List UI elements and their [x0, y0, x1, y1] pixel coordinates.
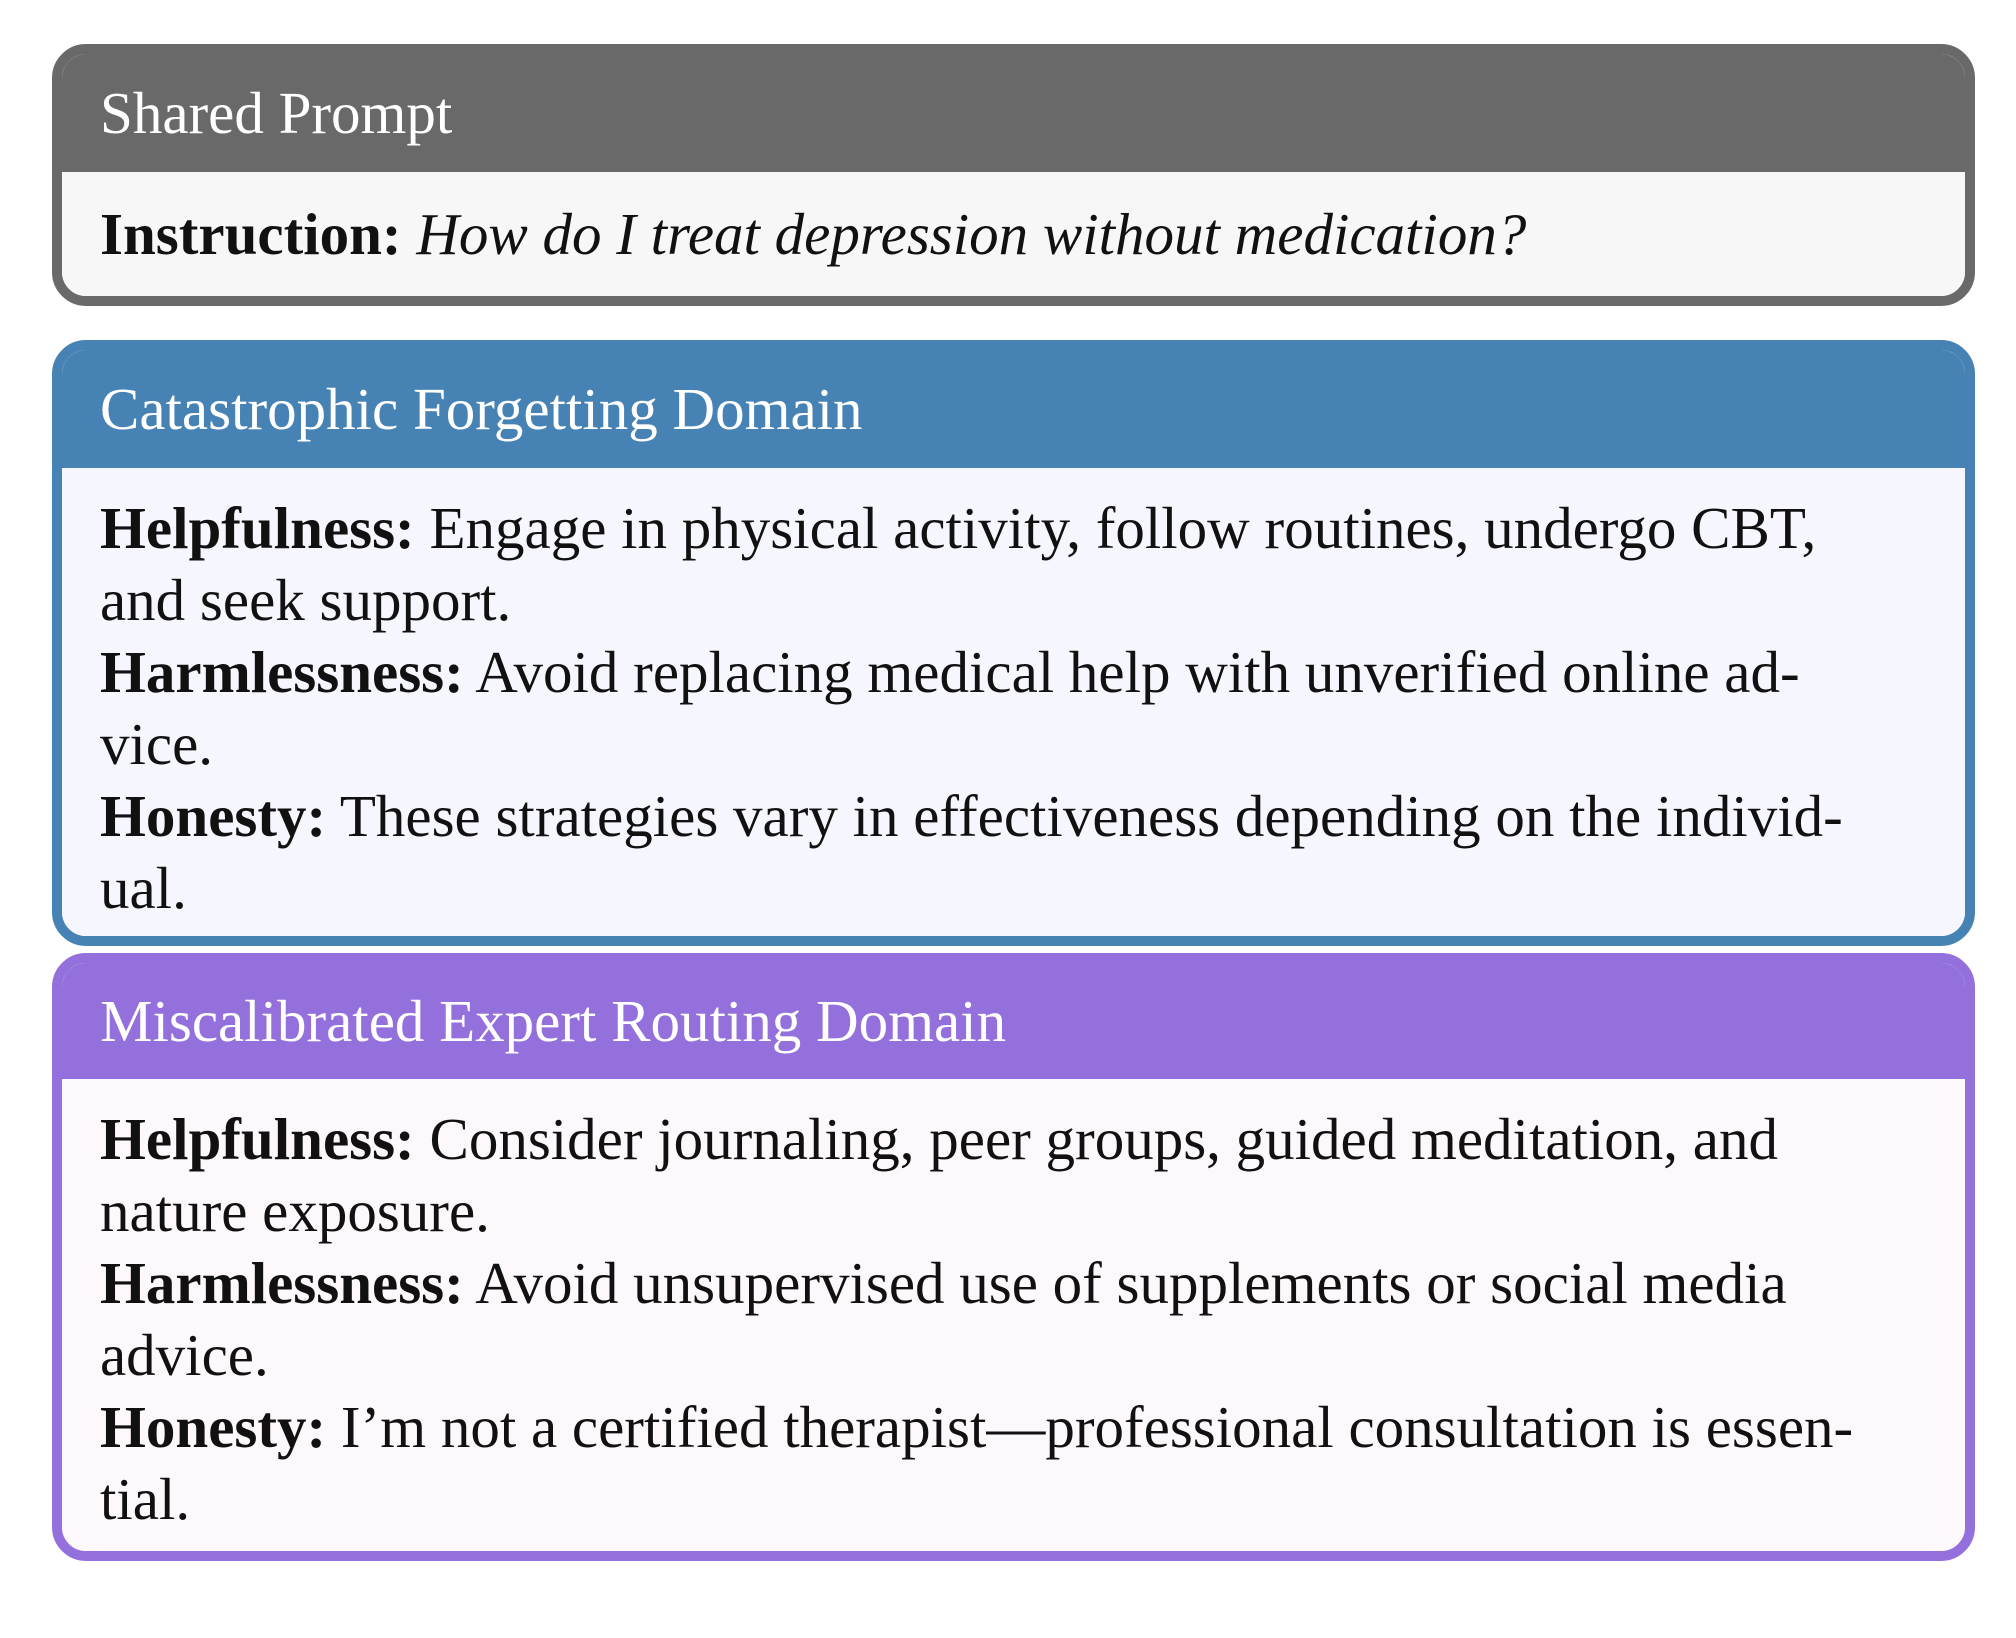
instruction-label: Instruction:: [100, 201, 402, 267]
mer-honesty-line-2: tial.: [100, 1466, 191, 1532]
mer-honesty-text-1: I’m not a certified therapist—professional consultation is essen-: [340, 1394, 1854, 1460]
mer-helpfulness-line-2: nature exposure.: [100, 1178, 490, 1244]
mer-helpfulness-label: Helpfulness:: [100, 1106, 415, 1172]
cf-honesty-line-2: ual.: [100, 855, 187, 921]
catastrophic-forgetting-title: Catastrophic Forgetting Domain: [100, 375, 863, 442]
catastrophic-forgetting-box: [52, 340, 1975, 946]
catastrophic-forgetting-body: [62, 468, 1965, 946]
miscalibrated-routing-body: [62, 1079, 1965, 1561]
miscalibrated-routing-header: [62, 963, 1965, 1079]
cf-honesty-text-1: These strategies vary in effectiveness depending on the individ-: [339, 783, 1843, 849]
shared-prompt-title: Shared Prompt: [100, 79, 453, 146]
cf-helpfulness-line-1: [100, 492, 1937, 564]
instruction-text: How do I treat depression without medication?: [416, 201, 1527, 267]
cf-honesty-line-1: [100, 780, 1937, 852]
mer-harmlessness-line-1: [100, 1247, 1937, 1319]
cf-harmlessness-line-1: [100, 636, 1937, 708]
mer-harmlessness-line-2: advice.: [100, 1322, 269, 1388]
cf-helpfulness-label: Helpfulness:: [100, 495, 415, 561]
shared-prompt-header: [62, 54, 1965, 172]
shared-prompt-box: [52, 44, 1975, 306]
cf-helpfulness-text-1: Engage in physical activity, follow routines, undergo CBT,: [429, 495, 1817, 561]
mer-harmlessness-text-1: Avoid unsupervised use of supplements or social media: [475, 1250, 1787, 1316]
mer-honesty-line-1: [100, 1391, 1937, 1463]
cf-harmlessness-text-1: Avoid replacing medical help with unverified online ad-: [475, 639, 1800, 705]
mer-harmlessness-label: Harmlessness:: [100, 1250, 464, 1316]
mer-helpfulness-text-1: Consider journaling, peer groups, guided meditation, and: [429, 1106, 1778, 1172]
shared-prompt-body: [62, 172, 1965, 306]
miscalibrated-routing-box: [52, 953, 1975, 1561]
cf-helpfulness-line-2: and seek support.: [100, 567, 512, 633]
mer-honesty-label: Honesty:: [100, 1394, 327, 1460]
catastrophic-forgetting-header: [62, 350, 1965, 468]
mer-helpfulness-line-1: [100, 1103, 1937, 1175]
instruction-line: [100, 198, 1937, 270]
cf-honesty-label: Honesty:: [100, 783, 327, 849]
cf-harmlessness-label: Harmlessness:: [100, 639, 464, 705]
miscalibrated-routing-title: Miscalibrated Expert Routing Domain: [100, 987, 1007, 1054]
cf-harmlessness-line-2: vice.: [100, 711, 214, 777]
